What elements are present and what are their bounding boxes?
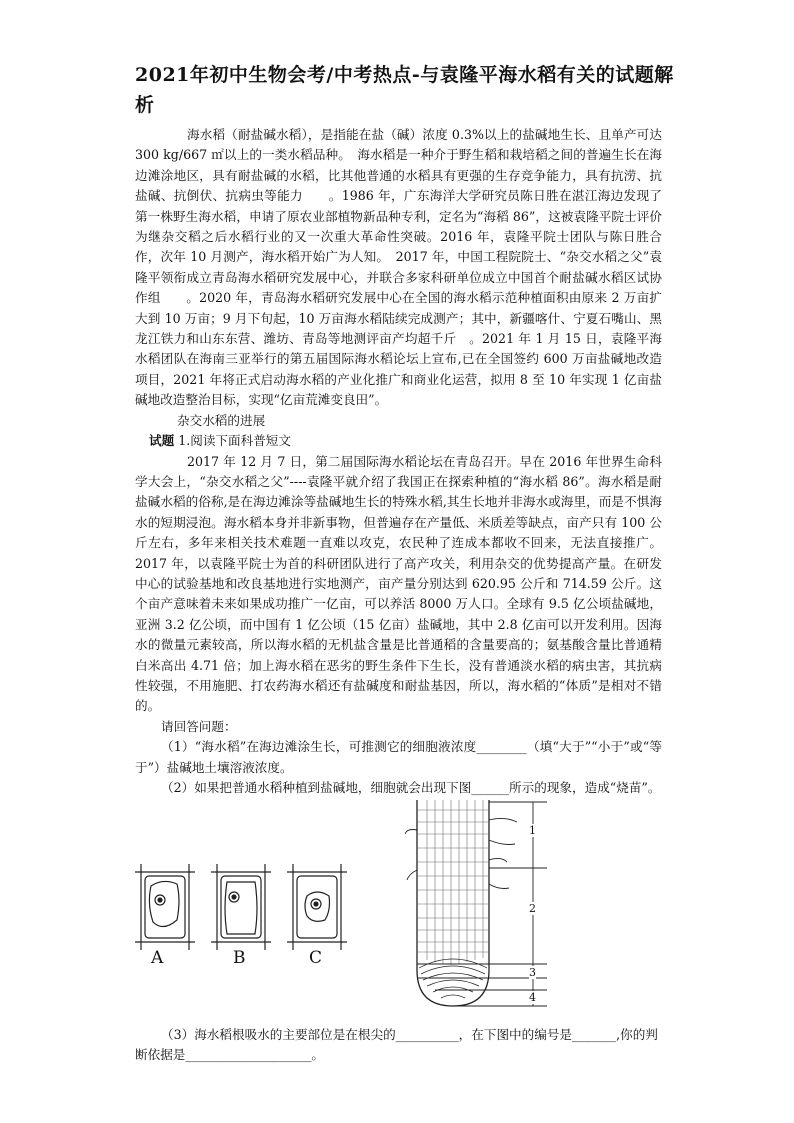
root-label-3: 3 — [529, 966, 536, 979]
question-3-block — [135, 1025, 662, 1066]
cell-b-drawing — [211, 864, 271, 950]
root-tip-figure — [405, 800, 555, 1012]
question-label: 试题 — [149, 433, 175, 449]
page-title: 2021年初中生物会考/中考热点-与袁隆平海水稻有关的试题解析 — [135, 64, 674, 116]
question-1: （1）“海水稻”在海边滩涂生长，可推测它的细胞液浓度________（填“大于”“小于”或“等于”）盐碱地土壤溶液浓度。 — [135, 739, 662, 775]
prompt-text: 请回答问题： — [161, 718, 237, 734]
plant-cell-figure — [133, 860, 353, 980]
cell-label-c: C — [309, 948, 323, 968]
passage-paragraph: 2017 年 12 月 7 日，第二届国际海水稻论坛在青岛召开。早在 2016 年世界生命科学大会上，“杂交水稻之父”----袁隆平就介绍了我国正在探索种植的“海水稻 86”。海水稻是耐盐碱水稻的俗称,是在海边滩涂等盐碱地生长的特殊水稻,其生长地并非海水或海里，而是不惧海水的短期浸泡。海水稻本身并非新事物，但普遍存在产量低、米质差等缺点，亩产只有 100 公斤左右，多年来相关技术难题一直难以攻克，农民种了连成本都收不回来，无法直接推广。2017 年，以袁隆平院士为首的科研团队进行了高产攻关，利用杂交的优势提高产量。在研发中心的试验基地和改良基地进行实地测产，亩产量分别达到 620.95 公斤和 714.59 公斤。这个亩产意味着未来如果成功推广一亿亩，可以养活 8000 万人口。全球有 9.5 亿公顷盐碱地，亚洲 3.2 亿公顷，而中国有 1 亿公顷（15 亿亩）盐碱地，其中 2.8 亿亩可以开发利用。因海水的微量元素较高，所以海水稻的无机盐含量是比普通稻的含量要高的；氨基酸含量比普通精白米高出 4.71 倍；加上海水稻在恶劣的野生条件下生长，没有普通淡水稻的病虫害，其抗病性较强，不用施肥、打农药海水稻还有盐碱度和耐盐基因，所以，海水稻的“体质”是相对不错的。 — [135, 453, 662, 714]
question-header — [135, 431, 662, 451]
root-label-4: 4 — [529, 991, 536, 1004]
article-body — [135, 125, 662, 798]
cell-c-drawing — [287, 864, 347, 950]
cell-a-drawing — [135, 864, 195, 950]
cell-label-a: A — [151, 948, 164, 968]
root-label-1: 1 — [529, 824, 536, 837]
question-3: （3）海水稻根吸水的主要部位是在根尖的__________，在下图中的编号是_______,你的判断依据是____________________。 — [135, 1027, 658, 1063]
cell-label-b: B — [233, 948, 246, 968]
question-title: 1.阅读下面科普短文 — [178, 433, 291, 449]
section-heading: 杂交水稻的进展 — [177, 412, 266, 428]
root-label-2: 2 — [529, 902, 536, 915]
question-2: （2）如果把普通水稻种植到盐碱地，细胞就会出现下图______所示的现象，造成“烧苗”。 — [161, 780, 661, 795]
intro-paragraph: 海水稻（耐盐碱水稻），是指能在盐（碱）浓度 0.3%以上的盐碱地生长、且单产可达 300 kg/667 ㎡以上的一类水稻品种。 海水稻是一种介于野生稻和栽培稻之间的普遍生长在海边滩涂地区，具有耐盐碱的水稻，比其他普通的水稻具有更强的生存竞争能力，具有抗涝、抗盐碱、抗倒伏、抗病虫等能力 。1986 年，广东海洋大学研究员陈日胜在湛江海边发现了第一株野生海水稻，申请了原农业部植物新品种专利，定名为“海稻 86”，这被袁隆平院士评价为继杂交稻之后水稻行业的又一次重大革命性突破。2016 年，袁隆平院士团队与陈日胜合作，次年 10 月测产，海水稻开始广为人知。 2017 年，中国工程院院士、“杂交水稻之父”袁隆平领衔成立青岛海水稻研究发展中心，并联合多家科研单位成立中国首个耐盐碱水稻区试协作组 。2020 年，青岛海水稻研究发展中心在全国的海水稻示范种植面积由原来 2 万亩扩大到 10 万亩；9 月下旬起，10 万亩海水稻陆续完成测产；其中，新疆喀什、宁夏石嘴山、黑龙江铁力和山东东营、潍坊、青岛等地测评亩产均超千斤 。2021 年 1 月 15 日，袁隆平海水稻团队在海南三亚举行的第五届国际海水稻论坛上宣布,已在全国签约 600 万亩盐碱地改造项目，2021 年将正式启动海水稻的产业化推广和商业化运营，拟用 8 至 10 年实现 1 亿亩盐碱地改造整治目标，实现“亿亩荒滩变良田”。 — [135, 127, 662, 408]
